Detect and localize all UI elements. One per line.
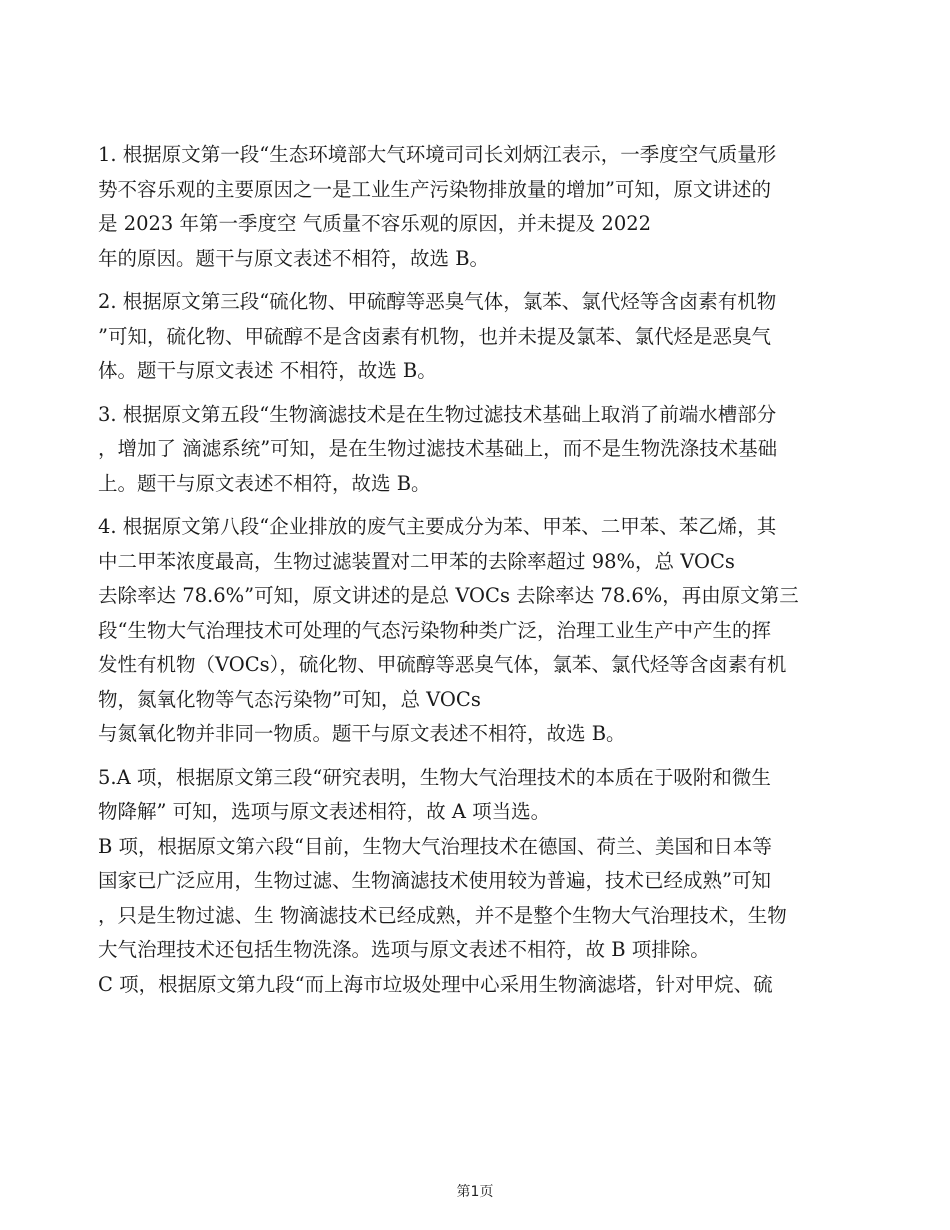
text-line: 发性有机物（VOCs），硫化物、甲硫醇等恶臭气体，氯苯、氯代烃等含卤素有机 (98, 653, 787, 676)
paragraph-answer-3 (98, 398, 874, 502)
text-line: 年的原因。题干与原文表述不相符，故选 B。 (98, 246, 490, 270)
text-line: 国家已广泛应用，生物过滤、生物滴滤技术使用较为普遍，技术已经成熟”可知 (98, 869, 771, 892)
paragraph-answer-1 (98, 138, 874, 276)
text-line: 1. 根据原文第一段“生态环境部大气环境司司长刘炳江表示，一季度空气质量形 (98, 143, 777, 166)
paragraph-answer-4 (98, 510, 874, 752)
text-line: 3. 根据原文第五段“生物滴滤技术是在生物过滤技术基础上取消了前端水槽部分 (98, 402, 777, 426)
text-line: 是 2023 年第一季度空 气质量不容乐观的原因，并未提及 2022 (98, 212, 652, 235)
text-line: ，只是生物过滤、生 物滴滤技术已经成熟，并不是整个生物大气治理技术，生物 (98, 903, 787, 927)
text-line: 段“生物大气治理技术可处理的气态污染物种类广泛，治理工业生产中产生的挥 (98, 618, 771, 642)
text-line: 去除率达 78.6%”可知，原文讲述的是总 VOCs 去除率达 78.6%，再由原文第三 (98, 584, 799, 607)
text-line: 2. 根据原文第三段“硫化物、甲硫醇等恶臭气体，氯苯、氯代烃等含卤素有机物 (98, 290, 777, 313)
paragraph-answer-5-c (98, 968, 874, 1003)
paragraph-answer-5-b (98, 830, 874, 968)
text-line: 5.A 项，根据原文第三段“研究表明，生物大气治理技术的本质在于吸附和微生 (98, 765, 771, 789)
text-line: C 项，根据原文第九段“而上海市垃圾处理中心采用生物滴滤塔，针对甲烷、硫 (98, 972, 773, 996)
text-line: 势不容乐观的主要原因之一是工业生产污染物排放量的增加”可知，原文讲述的 (98, 177, 771, 201)
text-line: 上。题干与原文表述不相符，故选 B。 (98, 471, 431, 495)
paragraph-answer-2 (98, 285, 874, 389)
text-line: ，增加了 滴滤系统”可知，是在生物过滤技术基础上，而不是生物洗涤技术基础 (98, 437, 778, 460)
answer-explanations (98, 138, 874, 1002)
text-line: 体。题干与原文表述 不相符，故选 B。 (98, 359, 437, 382)
text-line: ”可知，硫化物、甲硫醇不是含卤素有机物，也并未提及氯苯、氯代烃是恶臭气 (98, 324, 771, 348)
text-line: 物降解” 可知，选项与原文表述相符，故 A 项当选。 (98, 800, 551, 823)
text-line: 物，氮氧化物等气态污染物”可知，总 VOCs (98, 687, 481, 711)
text-line: 大气治理技术还包括生物洗涤。选项与原文表述不相符，故 B 项排除。 (98, 938, 710, 961)
text-line: 中二甲苯浓度最高，生物过滤装置对二甲苯的去除率超过 98%，总 VOCs (98, 549, 735, 573)
text-line: B 项，根据原文第六段“目前，生物大气治理技术在德国、荷兰、美国和日本等 (98, 834, 772, 858)
paragraph-answer-5-a (98, 761, 874, 830)
text-line: 与氮氧化物并非同一物质。题干与原文表述不相符，故选 B。 (98, 722, 626, 745)
page-number: 第1页 (456, 1184, 494, 1200)
text-line: 4. 根据原文第八段“企业排放的废气主要成分为苯、甲苯、二甲苯、苯乙烯，其 (98, 515, 777, 538)
